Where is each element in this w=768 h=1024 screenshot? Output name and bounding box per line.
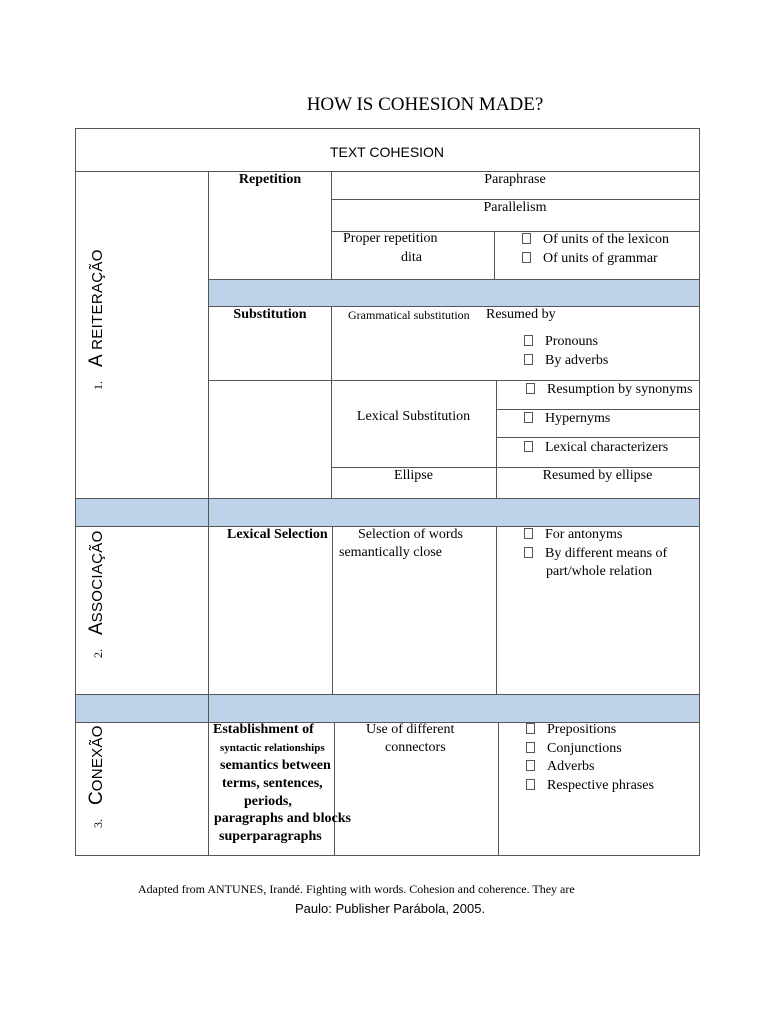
list-item: Of units of grammar xyxy=(522,250,658,268)
list-item: Prepositions xyxy=(526,721,616,739)
grammatical-substitution: Grammatical substitution xyxy=(348,308,470,322)
checkbox-icon xyxy=(526,760,535,771)
establishment-line1: Establishment of xyxy=(213,722,314,737)
substitution-label: Substitution xyxy=(233,307,307,322)
checkbox-icon xyxy=(526,723,535,734)
checkbox-icon xyxy=(526,779,535,790)
checkbox-icon xyxy=(524,547,533,558)
establishment-line6: paragraphs and blocks xyxy=(214,811,351,826)
resumed-by: Resumed by xyxy=(486,307,556,322)
lexical-selection-label: Lexical Selection xyxy=(227,527,328,542)
checkbox-icon xyxy=(524,354,533,365)
checkbox-icon xyxy=(524,441,533,452)
proper-repetition-line2: dita xyxy=(401,250,422,265)
use-different-line2: connectors xyxy=(385,740,446,755)
establishment-line7: superparagraphs xyxy=(219,829,322,844)
establishment-line2: syntactic relationships xyxy=(220,742,325,754)
checkbox-icon xyxy=(522,252,531,263)
list-item: Lexical characterizers xyxy=(524,439,668,457)
list-item: Hypernyms xyxy=(524,410,610,428)
section-label-reiteracao: 1.A REITERAÇÃO xyxy=(86,249,107,390)
section-label-conexao: 3.CONEXÃO xyxy=(86,725,107,828)
list-item: Resumption by synonyms xyxy=(526,381,692,399)
checkbox-icon xyxy=(526,742,535,753)
section-label-associacao: 2.ASSOCIAÇÃO xyxy=(86,530,107,658)
page-title: HOW IS COHESION MADE? xyxy=(306,94,544,115)
list-item: For antonyms xyxy=(524,526,622,544)
list-item: By different means of xyxy=(524,545,667,563)
list-item: Respective phrases xyxy=(526,777,654,795)
ellipse-cell: Ellipse xyxy=(394,468,433,483)
list-item: Adverbs xyxy=(526,758,594,776)
footer-citation-line1: Adapted from ANTUNES, Irandé. Fighting with words. Cohesion and coherence. They are xyxy=(138,882,575,896)
different-means-line2: part/whole relation xyxy=(546,564,653,579)
checkbox-icon xyxy=(524,335,533,346)
list-item: Conjunctions xyxy=(526,740,622,758)
establishment-line3: semantics between xyxy=(220,758,331,773)
list-item: By adverbs xyxy=(524,352,608,370)
checkbox-icon xyxy=(526,383,535,394)
paraphrase-cell: Paraphrase xyxy=(484,172,546,187)
parallelism-cell: Parallelism xyxy=(483,200,547,215)
list-item: Of units of the lexicon xyxy=(522,231,669,249)
checkbox-icon xyxy=(524,412,533,423)
checkbox-icon xyxy=(524,528,533,539)
lexical-substitution: Lexical Substitution xyxy=(356,409,471,424)
selection-words-line2: semantically close xyxy=(339,545,443,560)
establishment-line4: terms, sentences, xyxy=(222,776,323,791)
resumed-by-ellipse: Resumed by ellipse xyxy=(542,468,653,483)
use-different-line1: Use of different xyxy=(366,722,455,737)
checkbox-icon xyxy=(522,233,531,244)
repetition-label: Repetition xyxy=(238,172,302,187)
table-header: TEXT COHESION xyxy=(329,144,445,160)
list-item: Pronouns xyxy=(524,333,598,351)
footer-citation-line2: Paulo: Publisher Parábola, 2005. xyxy=(295,901,486,916)
proper-repetition-line1: Proper repetition xyxy=(343,231,438,246)
selection-words-line1: Selection of words xyxy=(358,527,463,542)
establishment-line5: periods, xyxy=(244,794,292,809)
